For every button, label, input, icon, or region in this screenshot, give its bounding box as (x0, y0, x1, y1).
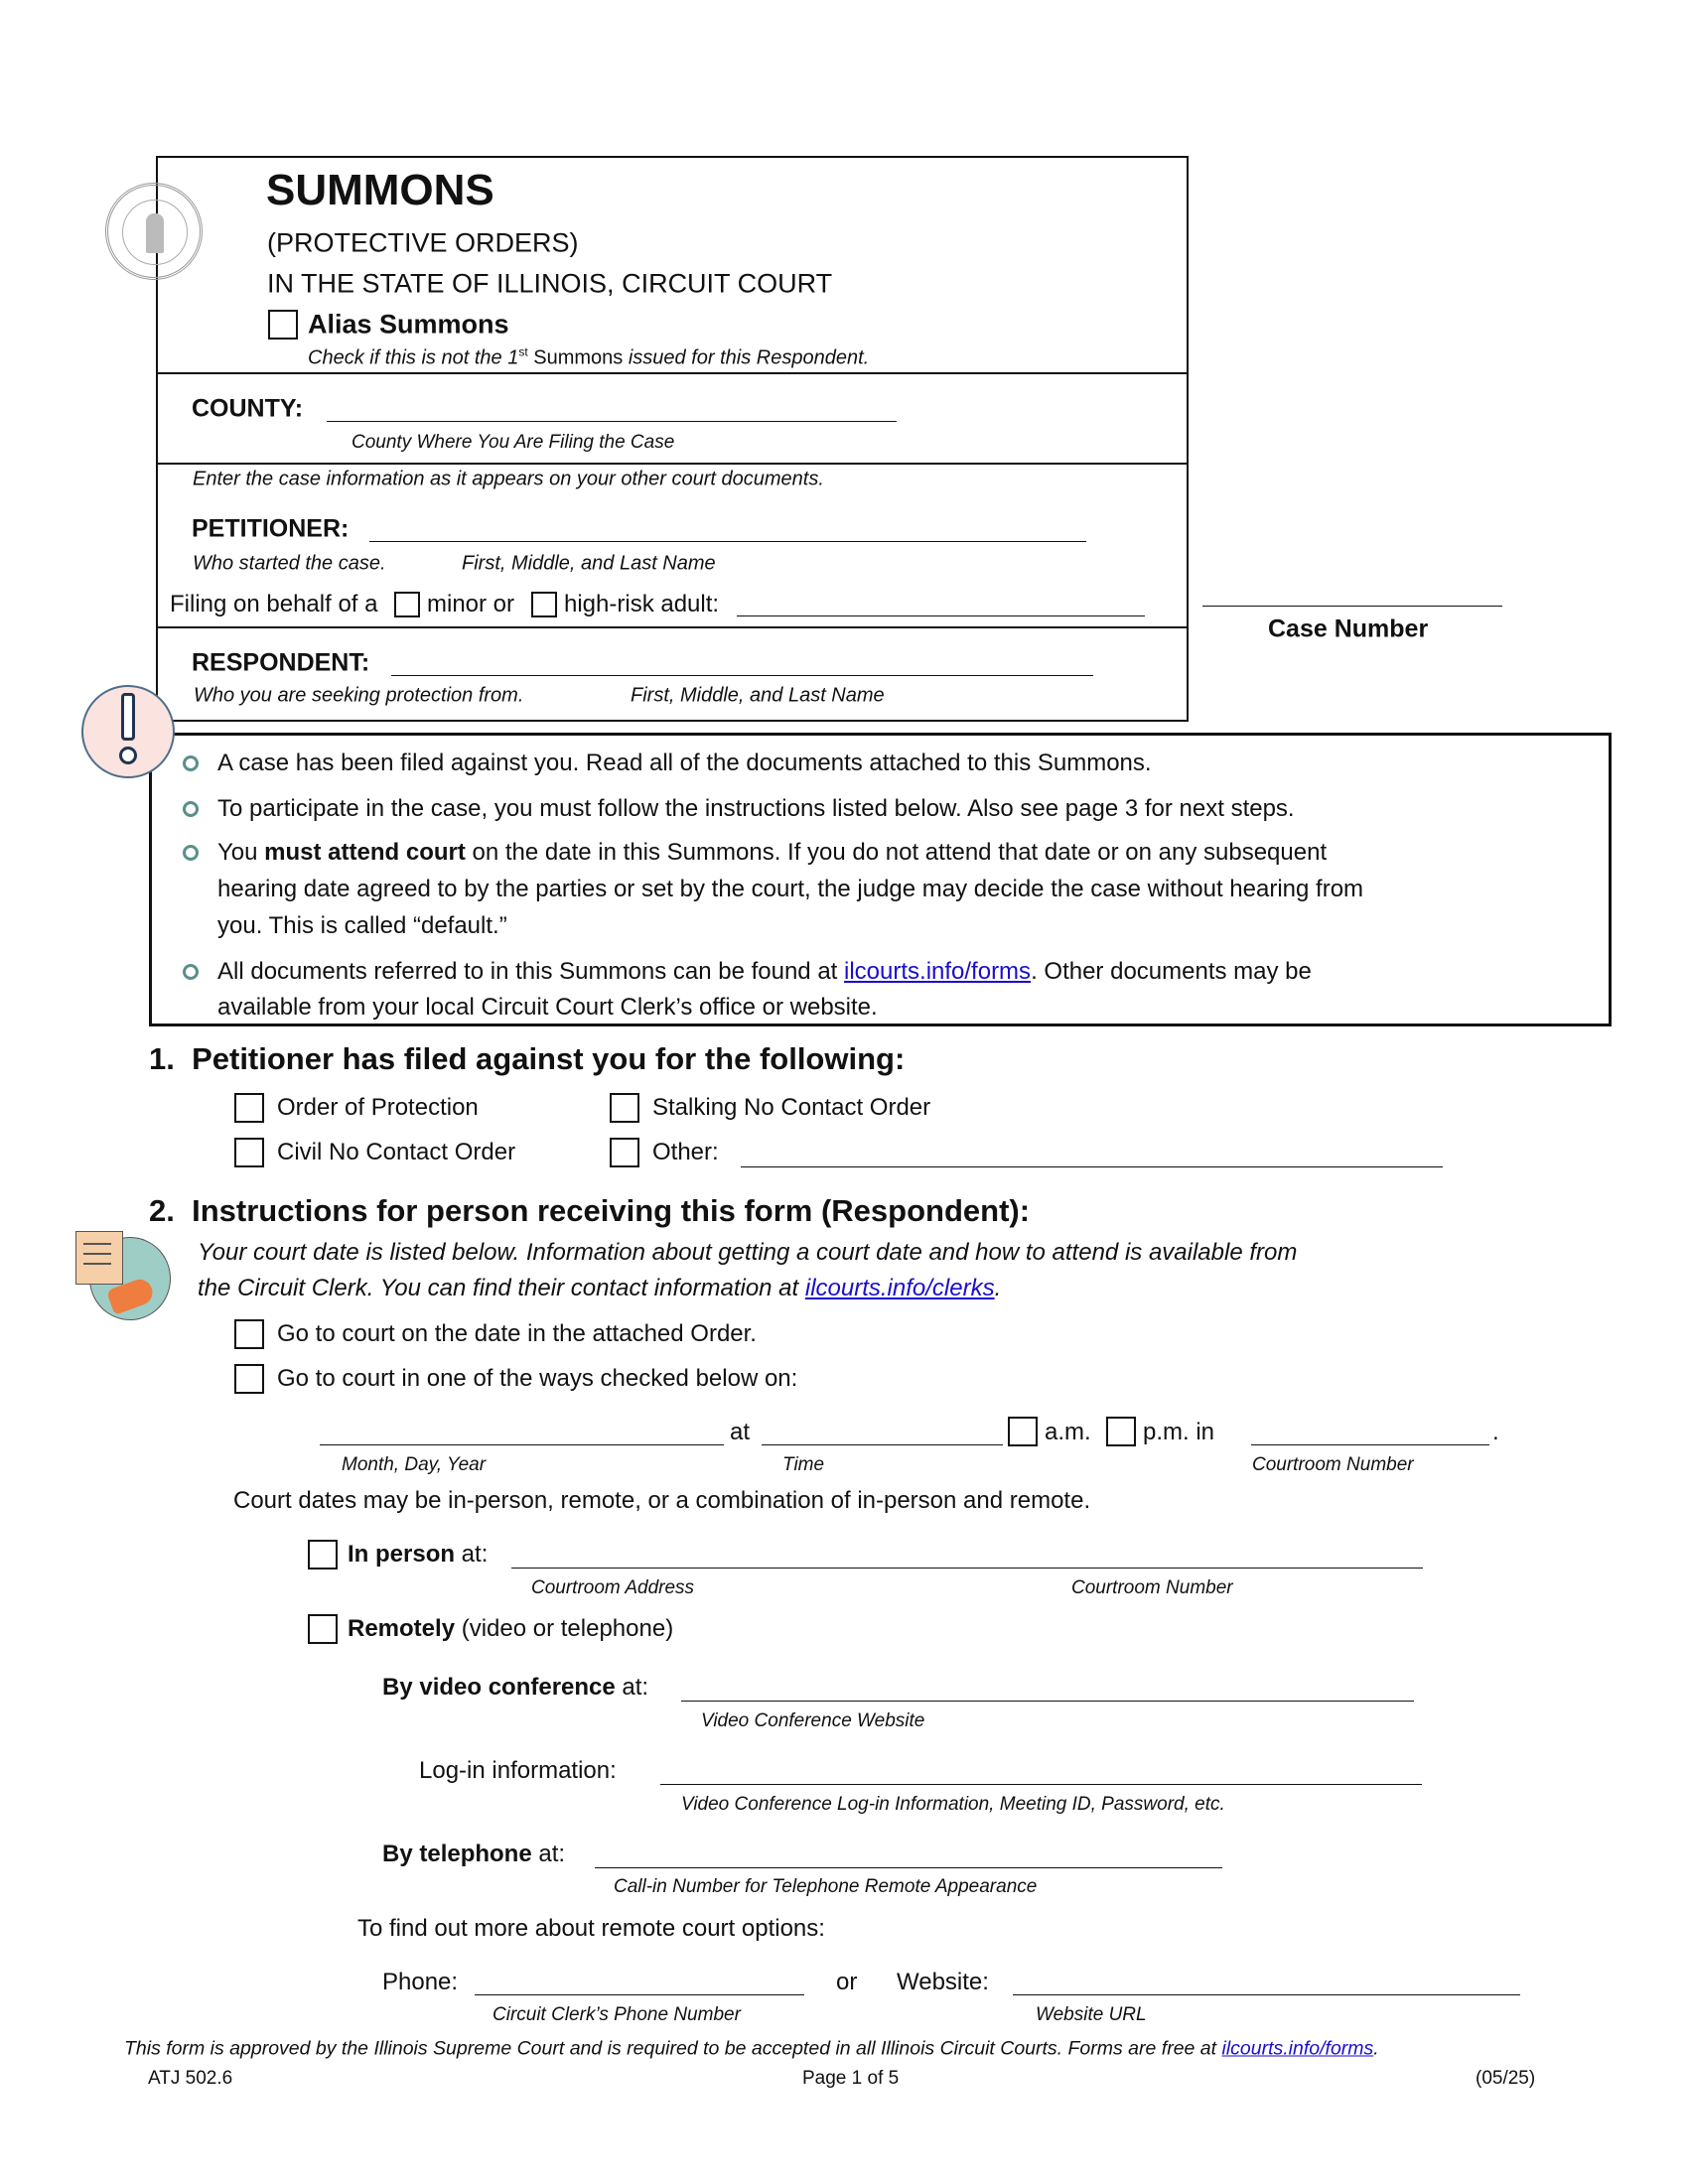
in-person-label (348, 1541, 488, 1569)
exclamation-icon (81, 685, 175, 778)
courtroom-number-caption-2: Courtroom Number (1071, 1577, 1233, 1598)
pm-checkbox[interactable] (1106, 1417, 1136, 1446)
in-person-checkbox[interactable] (308, 1540, 338, 1570)
text: In person (348, 1541, 456, 1568)
date-caption: Month, Day, Year (342, 1454, 487, 1475)
form-version: (05/25) (1476, 2068, 1536, 2089)
at-label: at (730, 1419, 751, 1445)
notice-bullet-3-line-2: hearing date agreed to by the parties or set by the court, the judge may decide the case without hearing from (217, 876, 1364, 902)
video-conference-label (382, 1674, 648, 1702)
subtitle: (PROTECTIVE ORDERS) (267, 227, 579, 258)
county-field[interactable] (327, 421, 897, 422)
call-in-caption: Call-in Number for Telephone Remote Appearance (614, 1876, 1038, 1897)
bullet-icon (183, 964, 199, 980)
clerk-phone-field[interactable] (475, 1994, 804, 1995)
or-label: or (836, 1969, 858, 1995)
document-hand-icon (60, 1229, 179, 1328)
notice-bullet-2: To participate in the case, you must follow the instructions listed below. Also see page 3 for next steps. (217, 795, 1295, 822)
text: at: (615, 1674, 649, 1701)
pm-label: p.m. in (1143, 1419, 1215, 1445)
notice-bullet-3 (217, 839, 1327, 867)
login-caption: Video Conference Log-in Information, Meeting ID, Password, etc. (681, 1794, 1225, 1815)
alias-note-text: Summons (527, 346, 624, 369)
alias-note-text: issued for this Respondent. (623, 346, 870, 369)
alias-note-text: Check if this is not the 1 (308, 346, 519, 369)
period: . (1492, 1419, 1499, 1445)
respondent-name-caption: First, Middle, and Last Name (631, 684, 885, 707)
other-label: Other: (652, 1139, 719, 1165)
attached-order-label: Go to court on the date in the attached Order. (277, 1320, 757, 1347)
footer-approval (124, 2038, 1379, 2061)
am-checkbox[interactable] (1008, 1417, 1038, 1446)
text: Remotely (348, 1615, 456, 1642)
am-label: a.m. (1045, 1419, 1091, 1445)
bullet-icon (183, 845, 199, 861)
county-caption: County Where You Are Filing the Case (352, 432, 675, 453)
civil-no-contact-checkbox[interactable] (234, 1138, 264, 1167)
petitioner-label: PETITIONER: (192, 514, 350, 543)
page-title: SUMMONS (266, 166, 494, 214)
text: . (994, 1275, 1002, 1301)
section-2-heading: 2. Instructions for person receiving this form (Respondent): (149, 1193, 1031, 1228)
court-name: IN THE STATE OF ILLINOIS, CIRCUIT COURT (267, 268, 833, 299)
video-website-caption: Video Conference Website (701, 1710, 925, 1731)
notice-bullet-4 (217, 958, 1312, 986)
civil-no-contact-label: Civil No Contact Order (277, 1139, 516, 1165)
section-1-heading: 1. Petitioner has filed against you for the following: (149, 1041, 906, 1076)
notice-bullet-4-line-2: available from your local Circuit Court Clerk’s office or website. (217, 994, 878, 1021)
bullet-icon (183, 755, 199, 771)
video-website-field[interactable] (681, 1701, 1414, 1702)
alias-summons-label: Alias Summons (308, 309, 509, 340)
petitioner-field[interactable] (369, 541, 1086, 542)
petitioner-caption: Who started the case. (193, 552, 386, 575)
behalf-label: Filing on behalf of a (170, 591, 378, 617)
clerks-link[interactable]: ilcourts.info/clerks (804, 1275, 995, 1301)
courtroom-number-field[interactable] (1251, 1444, 1489, 1445)
courtroom-address-caption: Courtroom Address (531, 1577, 695, 1598)
court-time-field[interactable] (762, 1444, 1003, 1445)
remotely-label (348, 1615, 673, 1643)
bullet-icon (183, 801, 199, 817)
stalking-no-contact-label: Stalking No Contact Order (652, 1094, 931, 1121)
behalf-name-field[interactable] (737, 615, 1145, 616)
order-of-protection-checkbox[interactable] (234, 1093, 264, 1123)
time-caption: Time (782, 1454, 825, 1475)
alias-summons-checkbox[interactable] (268, 310, 298, 340)
text: . (1373, 2037, 1379, 2060)
website-url-field[interactable] (1013, 1994, 1520, 1995)
alias-note (308, 345, 869, 370)
phone-label: Phone: (382, 1969, 459, 1995)
notice-bullet-3-line-3: you. This is called “default.” (217, 912, 507, 939)
case-info-note: Enter the case information as it appears on your other court documents. (193, 468, 824, 490)
ways-below-checkbox[interactable] (234, 1364, 264, 1394)
stalking-no-contact-checkbox[interactable] (610, 1093, 639, 1123)
divider (156, 372, 1189, 374)
high-risk-adult-label: high-risk adult: (564, 591, 720, 617)
emphasis: must attend court (264, 839, 466, 866)
website-url-caption: Website URL (1036, 2004, 1147, 2025)
login-label: Log-in information: (419, 1757, 617, 1784)
text: . Other documents may be (1031, 958, 1312, 985)
instructions-paragraph-line-1: Your court date is listed below. Information about getting a court date and how to attend is available from (198, 1239, 1298, 1266)
divider (156, 463, 1189, 465)
forms-link[interactable]: ilcourts.info/forms (844, 958, 1032, 985)
text: By video conference (382, 1674, 616, 1701)
text: (video or telephone) (455, 1615, 674, 1642)
high-risk-adult-checkbox[interactable] (531, 592, 557, 617)
respondent-field[interactable] (391, 675, 1093, 676)
call-in-number-field[interactable] (595, 1867, 1222, 1868)
other-checkbox[interactable] (610, 1138, 639, 1167)
clerk-phone-caption: Circuit Clerk’s Phone Number (492, 2004, 741, 2025)
case-number-field[interactable] (1202, 606, 1502, 607)
text: You (217, 839, 265, 866)
form-id: ATJ 502.6 (148, 2068, 233, 2089)
page-number: Page 1 of 5 (802, 2068, 900, 2089)
courtroom-address-field[interactable] (511, 1568, 1423, 1569)
divider (156, 626, 1189, 628)
text: at: (531, 1841, 566, 1867)
petitioner-name-caption: First, Middle, and Last Name (462, 552, 716, 575)
notice-bullet-1: A case has been filed against you. Read all of the documents attached to this Summons. (217, 750, 1152, 776)
find-more-label: To find out more about remote court options: (357, 1915, 825, 1942)
footer-forms-link[interactable]: ilcourts.info/forms (1221, 2037, 1374, 2060)
text: By telephone (382, 1841, 532, 1867)
respondent-label: RESPONDENT: (192, 648, 370, 677)
text: on the date in this Summons. If you do not attend that date or on any subsequent (465, 839, 1328, 866)
county-label: COUNTY: (192, 394, 304, 423)
respondent-caption: Who you are seeking protection from. (194, 684, 524, 707)
text: All documents referred to in this Summons can be found at (217, 958, 844, 985)
court-date-field[interactable] (320, 1444, 724, 1445)
court-seal-logo (105, 183, 203, 280)
text: at: (455, 1541, 489, 1568)
courtroom-number-caption: Courtroom Number (1252, 1454, 1414, 1475)
minor-checkbox[interactable] (394, 592, 420, 617)
telephone-label (382, 1841, 565, 1868)
case-number-label: Case Number (1268, 614, 1429, 643)
remotely-checkbox[interactable] (308, 1614, 338, 1644)
ways-below-label: Go to court in one of the ways checked below on: (277, 1365, 798, 1392)
alias-note-sup: st (518, 344, 528, 359)
text: the Circuit Clerk. You can find their contact information at (198, 1275, 805, 1301)
order-of-protection-label: Order of Protection (277, 1094, 479, 1121)
text: This form is approved by the Illinois Supreme Court and is required to be accepted in all Illinois Circuit Courts. Forms are free at (124, 2037, 1222, 2060)
login-info-field[interactable] (660, 1784, 1422, 1785)
attached-order-checkbox[interactable] (234, 1319, 264, 1349)
website-label: Website: (897, 1969, 989, 1995)
minor-label: minor or (427, 591, 515, 617)
other-field[interactable] (741, 1166, 1443, 1167)
instructions-paragraph-line-2 (198, 1275, 1001, 1302)
court-dates-note: Court dates may be in-person, remote, or a combination of in-person and remote. (233, 1487, 1091, 1514)
